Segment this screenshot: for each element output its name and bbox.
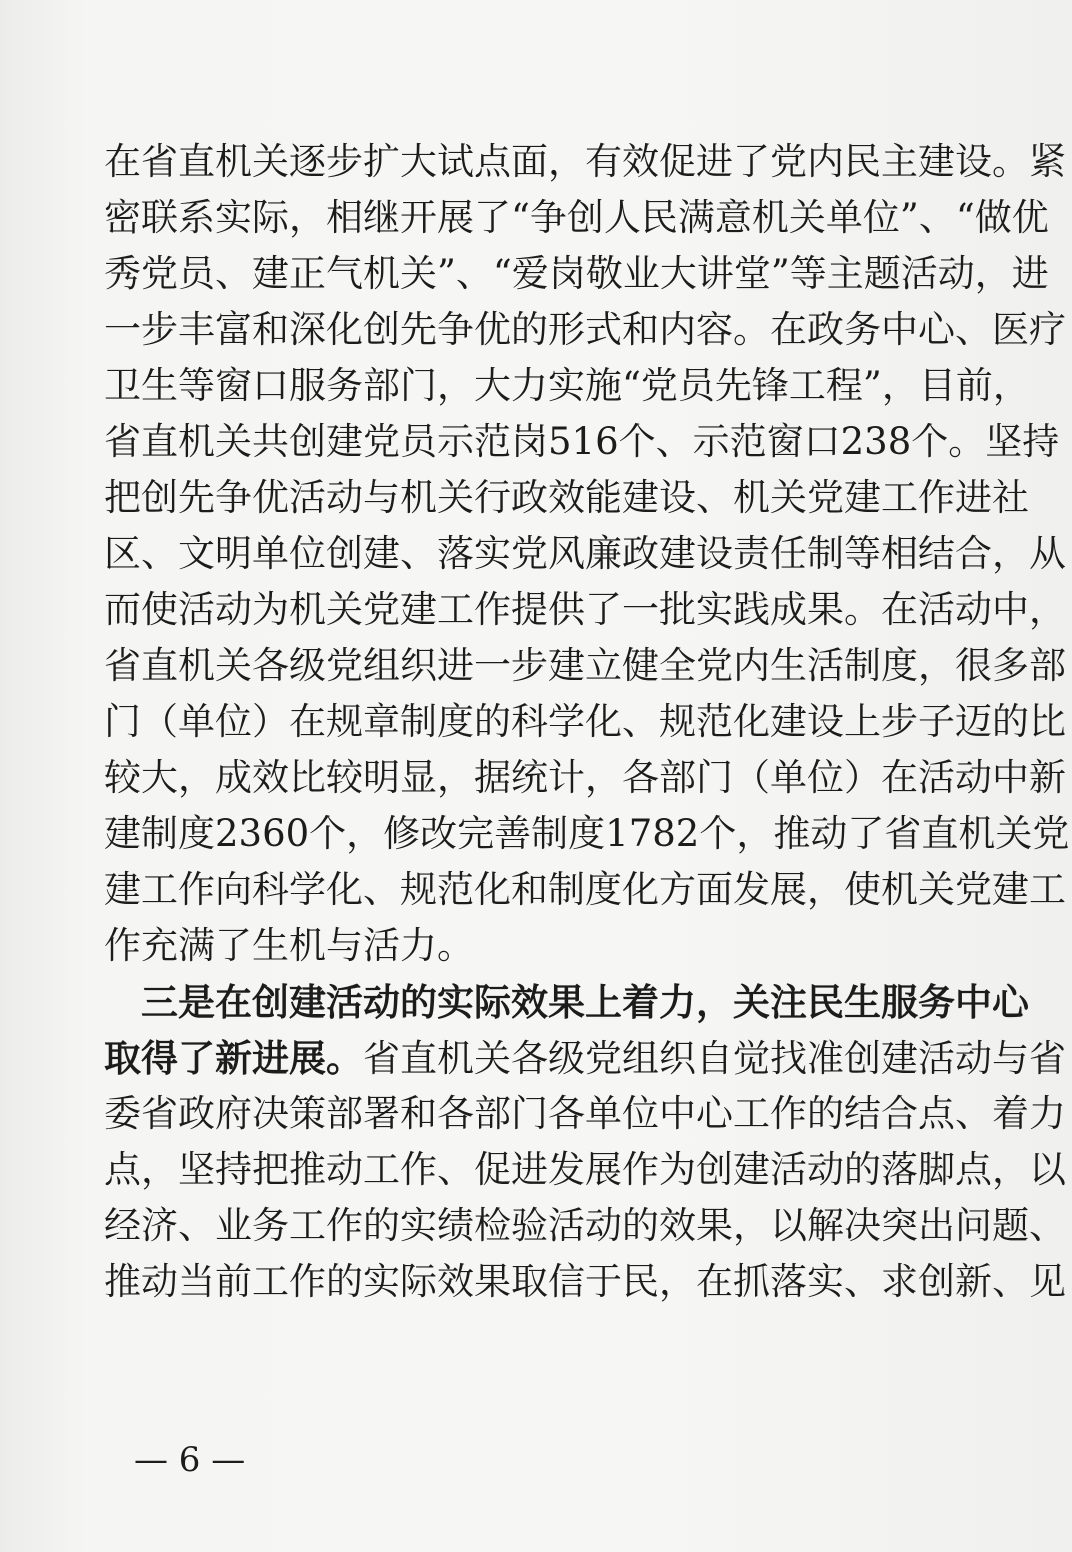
text-line: 在省直机关逐步扩大试点面，有效促进了党内民主建设。紧 — [104, 140, 1066, 183]
text-line: 而使活动为机关党建工作提供了一批实践成果。在活动中， — [104, 588, 1066, 631]
text-line — [104, 1036, 1066, 1094]
section-heading-end: 取得了新进展。 — [104, 1036, 363, 1080]
text-line: 门（单位）在规章制度的科学化、规范化建设上步子迈的比 — [104, 700, 1066, 743]
text-line: 委省政府决策部署和各部门各单位中心工作的结合点、着力 — [104, 1092, 1066, 1135]
text-line: 较大，成效比较明显，据统计，各部门（单位）在活动中新 — [104, 756, 1066, 799]
page-number: — 6 — — [134, 1440, 246, 1480]
text-line: 秀党员、建正气机关”、“爱岗敬业大讲堂”等主题活动，进 — [104, 252, 1049, 295]
text-line: 卫生等窗口服务部门，大力实施“党员先锋工程”，目前， — [104, 364, 1030, 407]
text-line: 把创先争优活动与机关行政效能建设、机关党建工作进社 — [104, 476, 1029, 519]
text-line: 点，坚持把推动工作、促进发展作为创建活动的落脚点，以 — [104, 1148, 1066, 1191]
text-line: 建制度2360个，修改完善制度1782个，推动了省直机关党 — [104, 812, 1070, 855]
text-span: 省直机关各级党组织自觉找准创建活动与省 — [363, 1037, 1066, 1080]
text-line: 推动当前工作的实际效果取信于民，在抓落实、求创新、见 — [104, 1260, 1066, 1303]
section-heading-line: 三是在创建活动的实际效果上着力，关注民生服务中心 — [104, 980, 1029, 1024]
text-line: 作充满了生机与活力。 — [104, 924, 474, 967]
text-line: 省直机关共创建党员示范岗516个、示范窗口238个。坚持 — [104, 420, 1060, 463]
text-line: 区、文明单位创建、落实党风廉政建设责任制等相结合，从 — [104, 532, 1066, 575]
text-line: 一步丰富和深化创先争优的形式和内容。在政务中心、医疗 — [104, 308, 1066, 351]
text-line: 密联系实际，相继开展了“争创人民满意机关单位”、“做优 — [104, 196, 1049, 239]
text-line: 经济、业务工作的实绩检验活动的效果，以解决突出问题、 — [104, 1204, 1066, 1247]
text-line: 建工作向科学化、规范化和制度化方面发展，使机关党建工 — [104, 868, 1066, 911]
text-line: 省直机关各级党组织进一步建立健全党内生活制度，很多部 — [104, 644, 1066, 687]
